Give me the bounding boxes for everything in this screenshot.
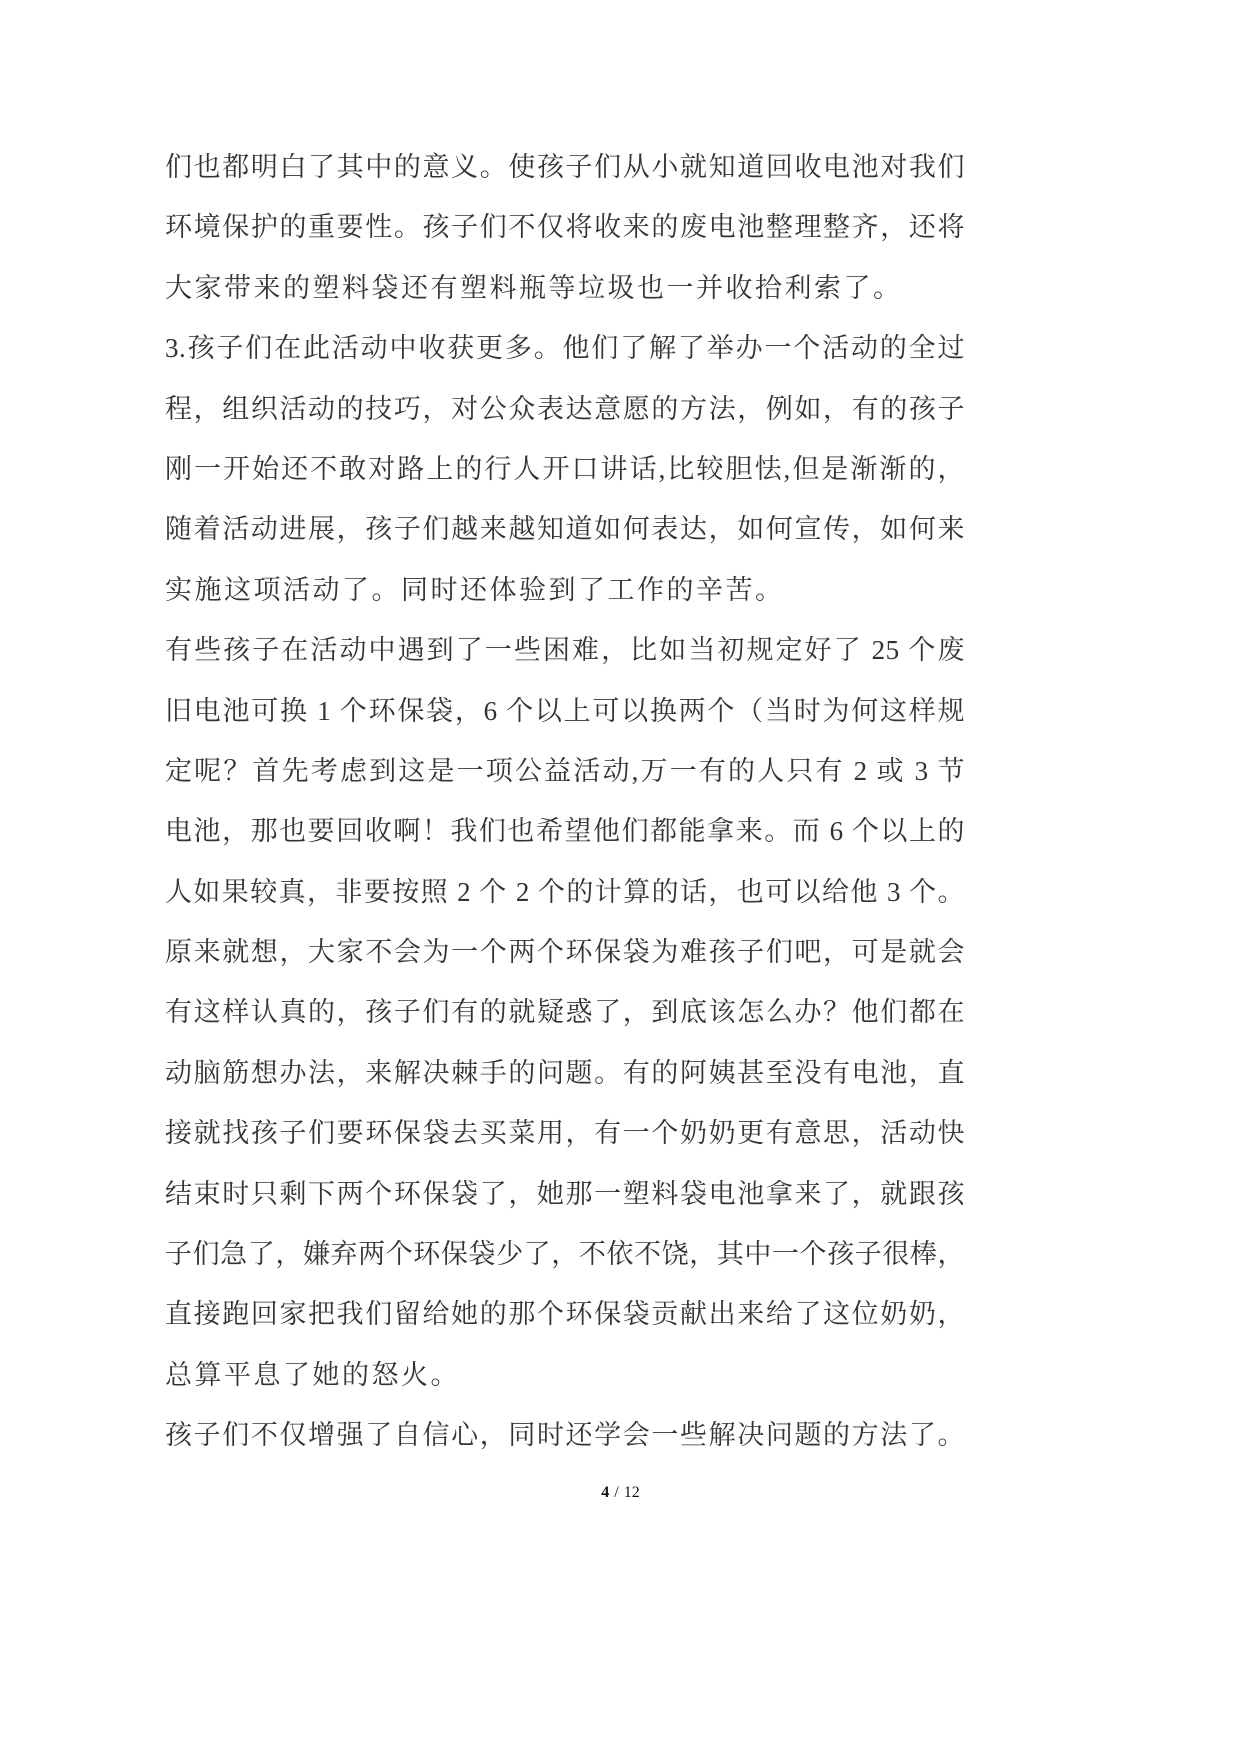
- text-line: 电池，那也要回收啊！我们也希望他们都能拿来。而 6 个以上的: [165, 816, 965, 847]
- page-footer: [0, 1484, 1241, 1502]
- text-line: 结束时只剩下两个环保袋了，她那一塑料袋电池拿来了，就跟孩: [165, 1178, 965, 1209]
- text-line: 环境保护的重要性。孩子们不仅将收来的废电池整理整齐，还将: [165, 212, 965, 243]
- text-line: 程，组织活动的技巧，对公众表达意愿的方法，例如，有的孩子: [165, 393, 965, 424]
- text-line: 3.孩子们在此活动中收获更多。他们了解了举办一个活动的全过: [165, 333, 965, 364]
- text-line: 有这样认真的，孩子们有的就疑惑了，到底该怎么办？他们都在: [165, 997, 965, 1028]
- text-line: 刚一开始还不敢对路上的行人开口讲话,比较胆怯,但是渐渐的，: [165, 453, 965, 484]
- text-line: 定呢？首先考虑到这是一项公益活动,万一有的人只有 2 或 3 节: [165, 755, 965, 786]
- text-line: 随着活动进展，孩子们越来越知道如何表达，如何宣传，如何来: [165, 514, 965, 545]
- text-line: 总算平息了她的怒火。: [165, 1359, 460, 1390]
- text-line: 动脑筋想办法，来解决棘手的问题。有的阿姨甚至没有电池，直: [165, 1057, 965, 1088]
- text-line: 接就找孩子们要环保袋去买菜用，有一个奶奶更有意思，活动快: [165, 1118, 965, 1149]
- document-body: [165, 137, 965, 1466]
- text-line: 原来就想，大家不会为一个两个环保袋为难孩子们吧，可是就会: [165, 937, 965, 968]
- text-line: 孩子们不仅增强了自信心，同时还学会一些解决问题的方法了。: [165, 1420, 965, 1451]
- text-line: 直接跑回家把我们留给她的那个环保袋贡献出来给了这位奶奶，: [165, 1299, 965, 1330]
- page-number-total: 12: [623, 1484, 640, 1501]
- text-line: 实施这项活动了。同时还体验到了工作的辛苦。: [165, 574, 785, 605]
- text-line: 子们急了，嫌弃两个环保袋少了，不依不饶，其中一个孩子很棒，: [165, 1239, 965, 1270]
- text-line: 旧电池可换 1 个环保袋，6 个以上可以换两个（当时为何这样规: [165, 695, 965, 726]
- page-number-current: 4: [601, 1484, 610, 1501]
- page-number-separator: /: [614, 1484, 619, 1501]
- text-line: 人如果较真，非要按照 2 个 2 个的计算的话，也可以给他 3 个。: [165, 876, 965, 907]
- text-line: 大家带来的塑料袋还有塑料瓶等垃圾也一并收拾利索了。: [165, 272, 903, 303]
- text-line: 们也都明白了其中的意义。使孩子们从小就知道回收电池对我们: [165, 152, 965, 182]
- text-line: 有些孩子在活动中遇到了一些困难，比如当初规定好了 25 个废: [165, 635, 965, 666]
